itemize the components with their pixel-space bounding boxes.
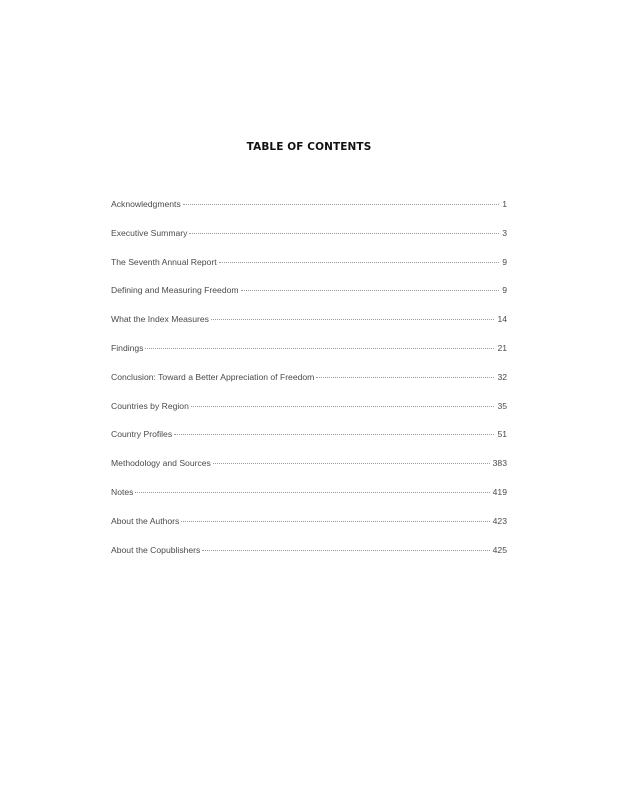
dot-leader [191,406,495,407]
dot-leader [181,521,489,522]
toc-entry-page: 14 [497,314,507,325]
toc-entry [111,516,507,545]
toc-entry [111,228,507,257]
toc-entry [111,285,507,314]
dot-leader [213,463,490,464]
dot-leader [211,319,495,320]
toc-entry [111,343,507,372]
toc-entry-page: 32 [497,371,507,382]
toc-entry-label: Methodology and Sources [111,458,211,469]
toc-entry-page: 21 [497,342,507,353]
dot-leader [189,233,499,234]
dot-leader [202,550,489,551]
toc-entry-page: 1 [502,199,507,209]
toc-entry [111,372,507,401]
toc-entry-label: What the Index Measures [111,314,209,325]
toc-entry [111,458,507,487]
page-title: TABLE OF CONTENTS [246,141,372,153]
dot-leader [145,348,494,349]
toc-entry [111,545,507,574]
toc-entry-label: Conclusion: Toward a Better Appreciation of Freedom [111,371,315,382]
toc-list [111,199,507,573]
toc-entry [111,199,507,228]
toc-entry-label: Countries by Region [111,400,189,411]
toc-entry-page: 425 [492,544,507,555]
toc-entry-page: 419 [492,486,507,497]
toc-entry-page: 423 [492,515,507,526]
toc-entry-label: Defining and Measuring Freedom [111,285,239,296]
toc-entry-page: 9 [502,285,507,296]
toc-entry-page: 3 [502,227,507,238]
toc-entry [111,487,507,516]
toc-entry [111,314,507,343]
toc-entry-label: About the Copublishers [111,544,201,555]
dot-leader [241,290,500,291]
toc-entry-page: 51 [497,429,507,440]
toc-entry [111,429,507,458]
toc-entry-label: Findings [111,342,144,353]
dot-leader [174,434,494,435]
toc-entry-label: Acknowledgments [111,199,181,209]
dot-leader [183,204,499,205]
dot-leader [135,492,489,493]
toc-entry-label: Notes [111,486,134,497]
dot-leader [316,377,494,378]
toc-entry-page: 35 [497,400,507,411]
dot-leader [219,262,500,263]
toc-entry-page: 383 [492,458,507,469]
toc-entry-label: About the Authors [111,515,180,526]
toc-entry-page: 9 [502,256,507,267]
toc-entry [111,401,507,430]
toc-entry-label: Executive Summary [111,227,188,238]
toc-entry-label: Country Profiles [111,429,173,440]
toc-entry-label: The Seventh Annual Report [111,256,217,267]
toc-entry [111,257,507,286]
